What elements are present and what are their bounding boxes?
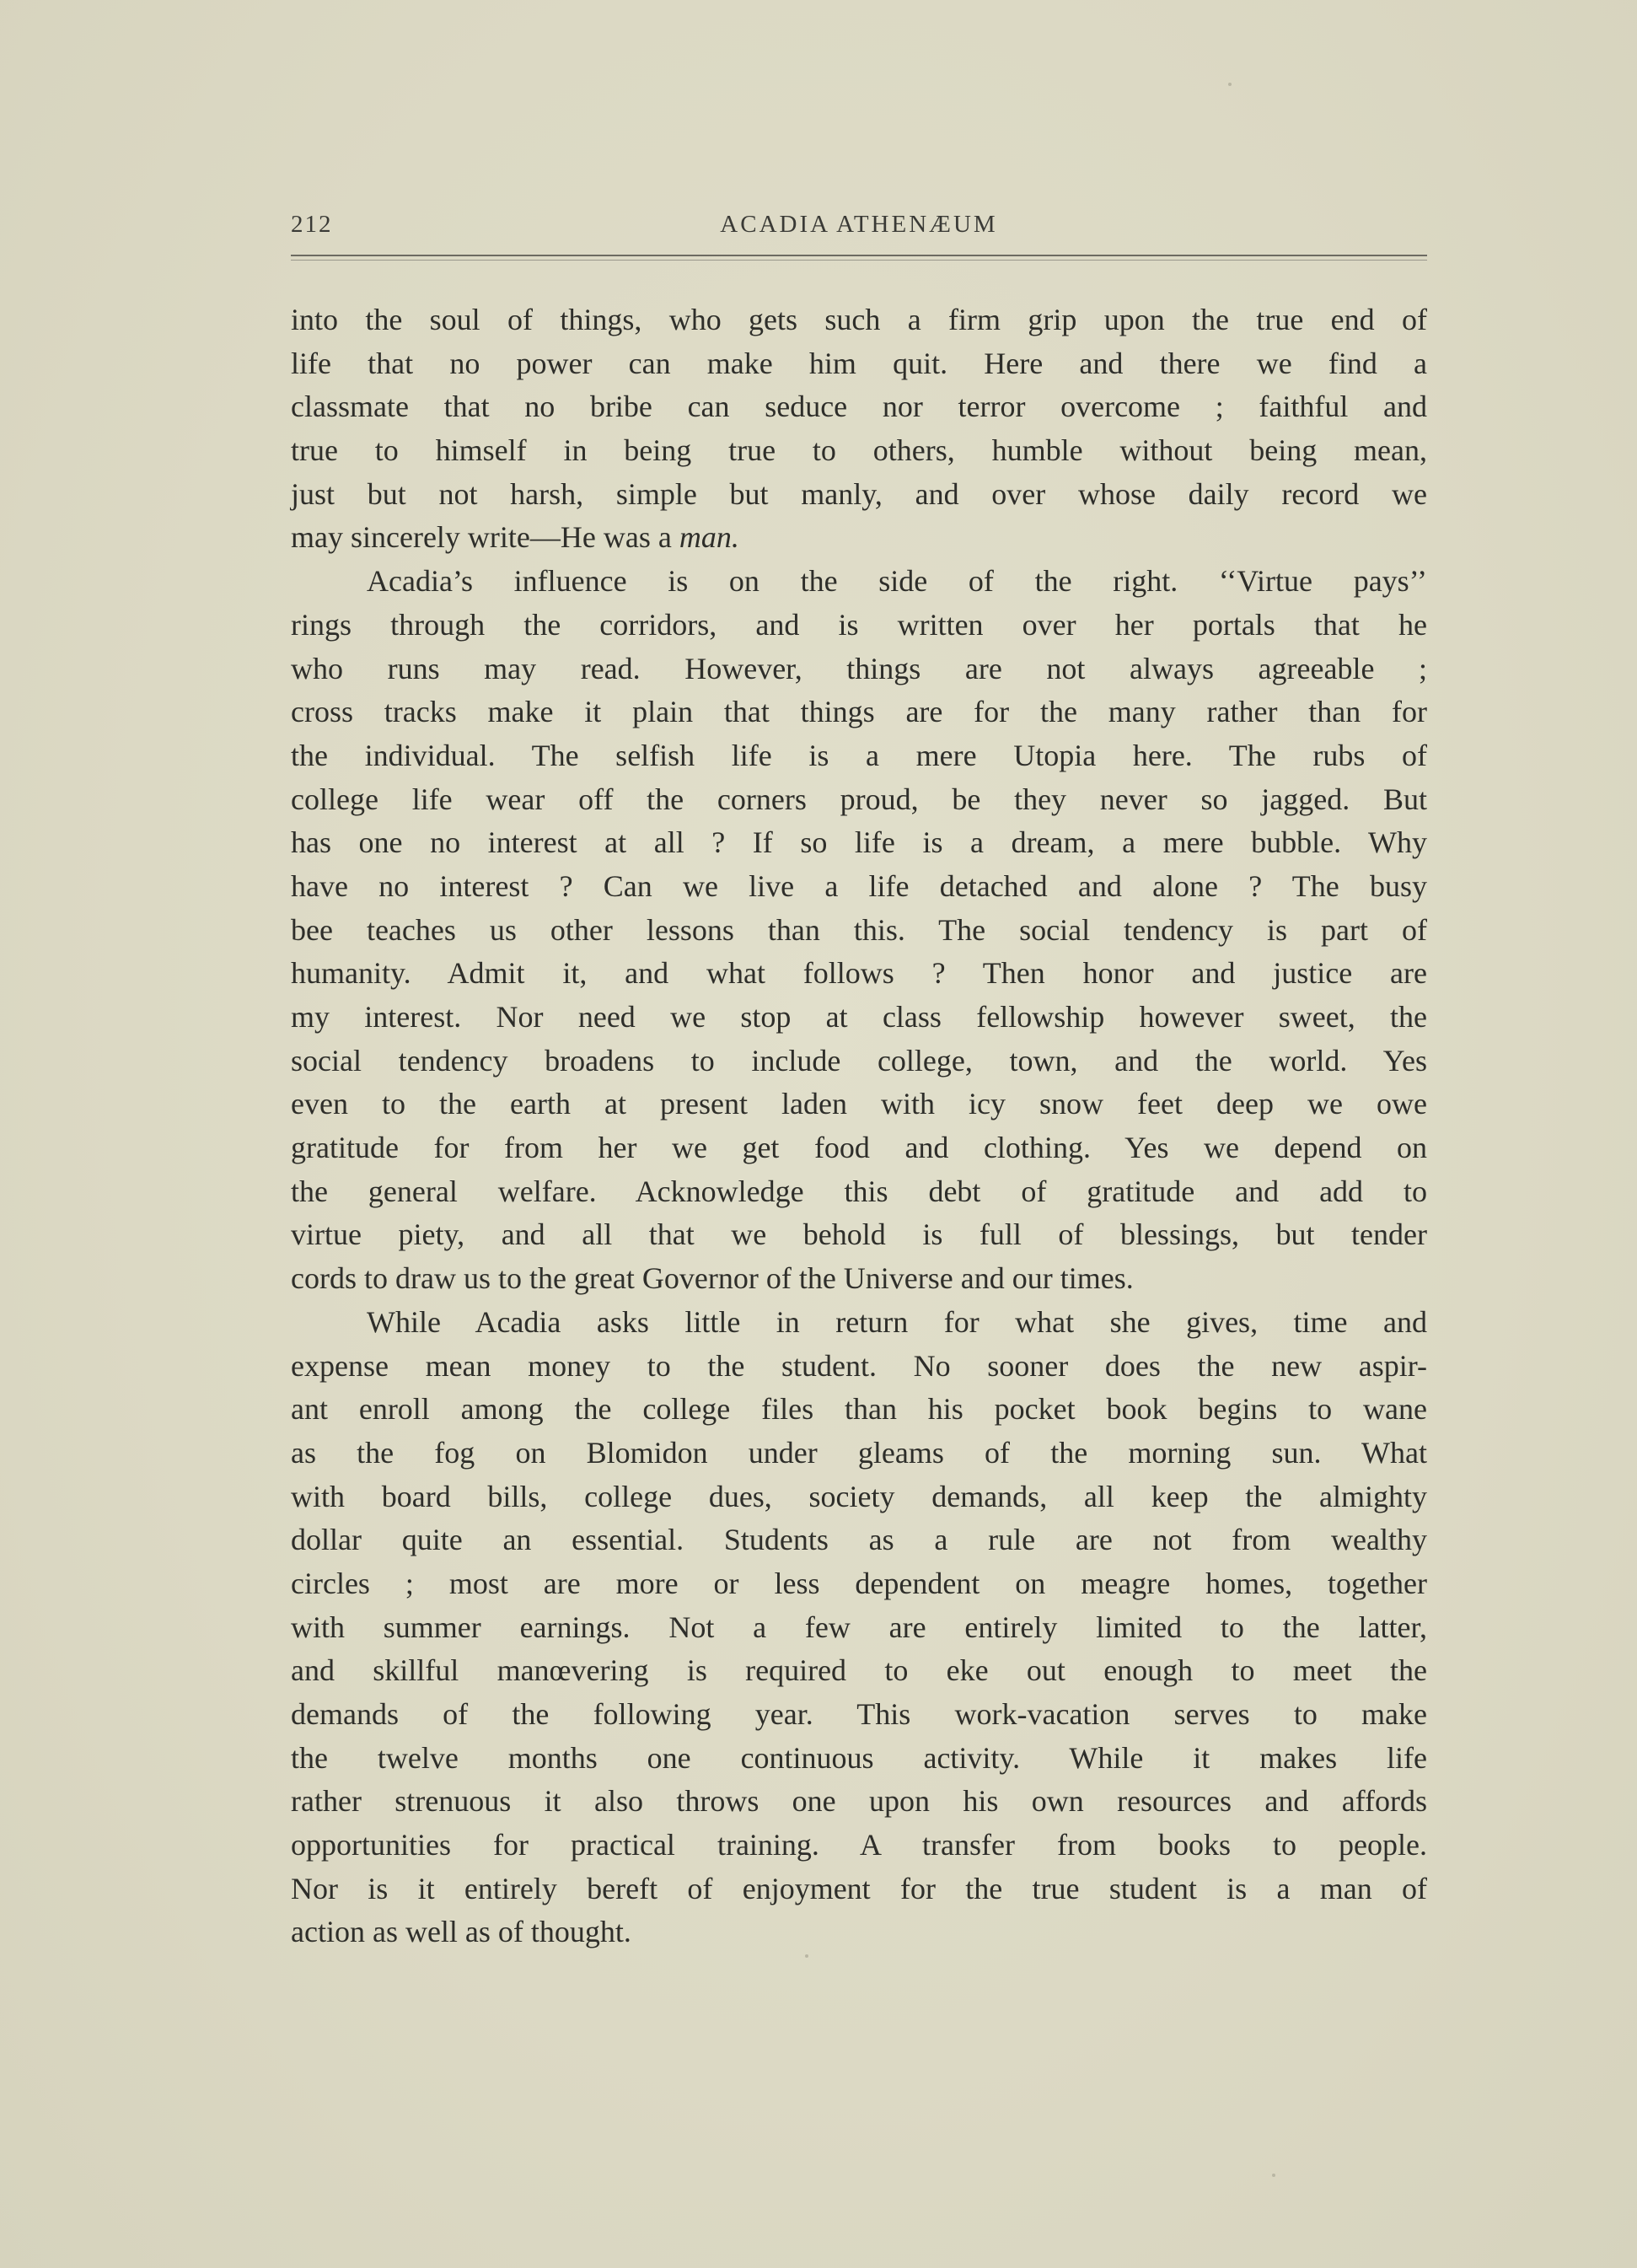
text-line: circles ; most are more or less dependent on meagre homes, together — [291, 1566, 1427, 1600]
page-number: 212 — [291, 211, 333, 238]
text-line: has one no interest at all ? If so life is a dream, a mere bubble. Why — [291, 825, 1427, 860]
text-line-content: may sincerely write—He was a — [291, 520, 672, 555]
text-line: the general welfare. Acknowledge this debt of gratitude and add to — [291, 1174, 1427, 1208]
header-rule-thin — [291, 260, 1427, 261]
text-line: gratitude for from her we get food and clothing. Yes we depend on — [291, 1131, 1427, 1165]
text-line: with summer earnings. Not a few are entirely limited to the latter, — [291, 1610, 1427, 1644]
header-rule — [291, 255, 1427, 256]
running-head — [291, 211, 1427, 251]
text-line: and skillful manœvering is required to eke out enough to meet the — [291, 1653, 1427, 1688]
text-line — [291, 516, 1427, 560]
text-line: dollar quite an essential. Students as a rule are not from wealthy — [291, 1523, 1427, 1557]
paper-speck — [1228, 83, 1232, 86]
text-line: college life wear off the corners proud, be they never so jagged. But — [291, 782, 1427, 816]
text-line: true to himself in being true to others, humble without being mean, — [291, 433, 1427, 468]
text-line: my interest. Nor need we stop at class fellowship however sweet, the — [291, 1000, 1427, 1034]
text-line: just but not harsh, simple but manly, and over whose daily record we — [291, 476, 1427, 511]
paper-speck — [1272, 2174, 1275, 2177]
text-line: demands of the following year. This work-vacation serves to make — [291, 1697, 1427, 1731]
text-line: virtue piety, and all that we behold is full of blessings, but tender — [291, 1217, 1427, 1252]
article-body — [291, 298, 1427, 1954]
text-line: cross tracks make it plain that things are for the many rather than for — [291, 695, 1427, 729]
paper-speck — [805, 1954, 808, 1958]
text-line: classmate that no bribe can seduce nor terror overcome ; faithful and — [291, 390, 1427, 424]
text-line: have no interest ? Can we live a life detached and alone ? The busy — [291, 868, 1427, 903]
text-line: rather strenuous it also throws one upon his own resources and affords — [291, 1784, 1427, 1819]
text-line: the individual. The selfish life is a mere Utopia here. The rubs of — [291, 738, 1427, 772]
text-line: with board bills, college dues, society demands, all keep the almighty — [291, 1479, 1427, 1513]
text-line: humanity. Admit it, and what follows ? Then honor and justice are — [291, 956, 1427, 991]
text-line: bee teaches us other lessons than this. The social tendency is part of — [291, 912, 1427, 947]
italic-word: man. — [679, 520, 739, 555]
text-line: as the fog on Blomidon under gleams of the morning sun. What — [291, 1435, 1427, 1470]
text-line: expense mean money to the student. No sooner does the new aspir- — [291, 1348, 1427, 1383]
paragraph-start-line: Acadia’s influence is on the side of the right. ‘‘Virtue pays’’ — [367, 564, 1427, 599]
text-line: action as well as of thought. — [291, 1915, 631, 1949]
journal-title: ACADIA ATHENÆUM — [720, 211, 998, 238]
text-line: life that no power can make him quit. Here and there we find a — [291, 346, 1427, 380]
text-line: cords to draw us to the great Governor of the Universe and our times. — [291, 1261, 1134, 1296]
text-line: even to the earth at present laden with icy snow feet deep we owe — [291, 1087, 1427, 1121]
text-line: ant enroll among the college files than his pocket book begins to wane — [291, 1392, 1427, 1427]
paragraph-start-line: While Acadia asks little in return for what she gives, time and — [367, 1304, 1427, 1339]
text-line: Nor is it entirely bereft of enjoyment for the true student is a man of — [291, 1871, 1427, 1905]
text-line: opportunities for practical training. A transfer from books to people. — [291, 1828, 1427, 1862]
text-line: rings through the corridors, and is written over her portals that he — [291, 607, 1427, 642]
text-line: the twelve months one continuous activity. While it makes life — [291, 1740, 1427, 1775]
text-line: social tendency broadens to include college, town, and the world. Yes — [291, 1043, 1427, 1078]
text-line: who runs may read. However, things are not always agreeable ; — [291, 651, 1427, 685]
text-line: into the soul of things, who gets such a firm grip upon the true end of — [291, 303, 1427, 336]
